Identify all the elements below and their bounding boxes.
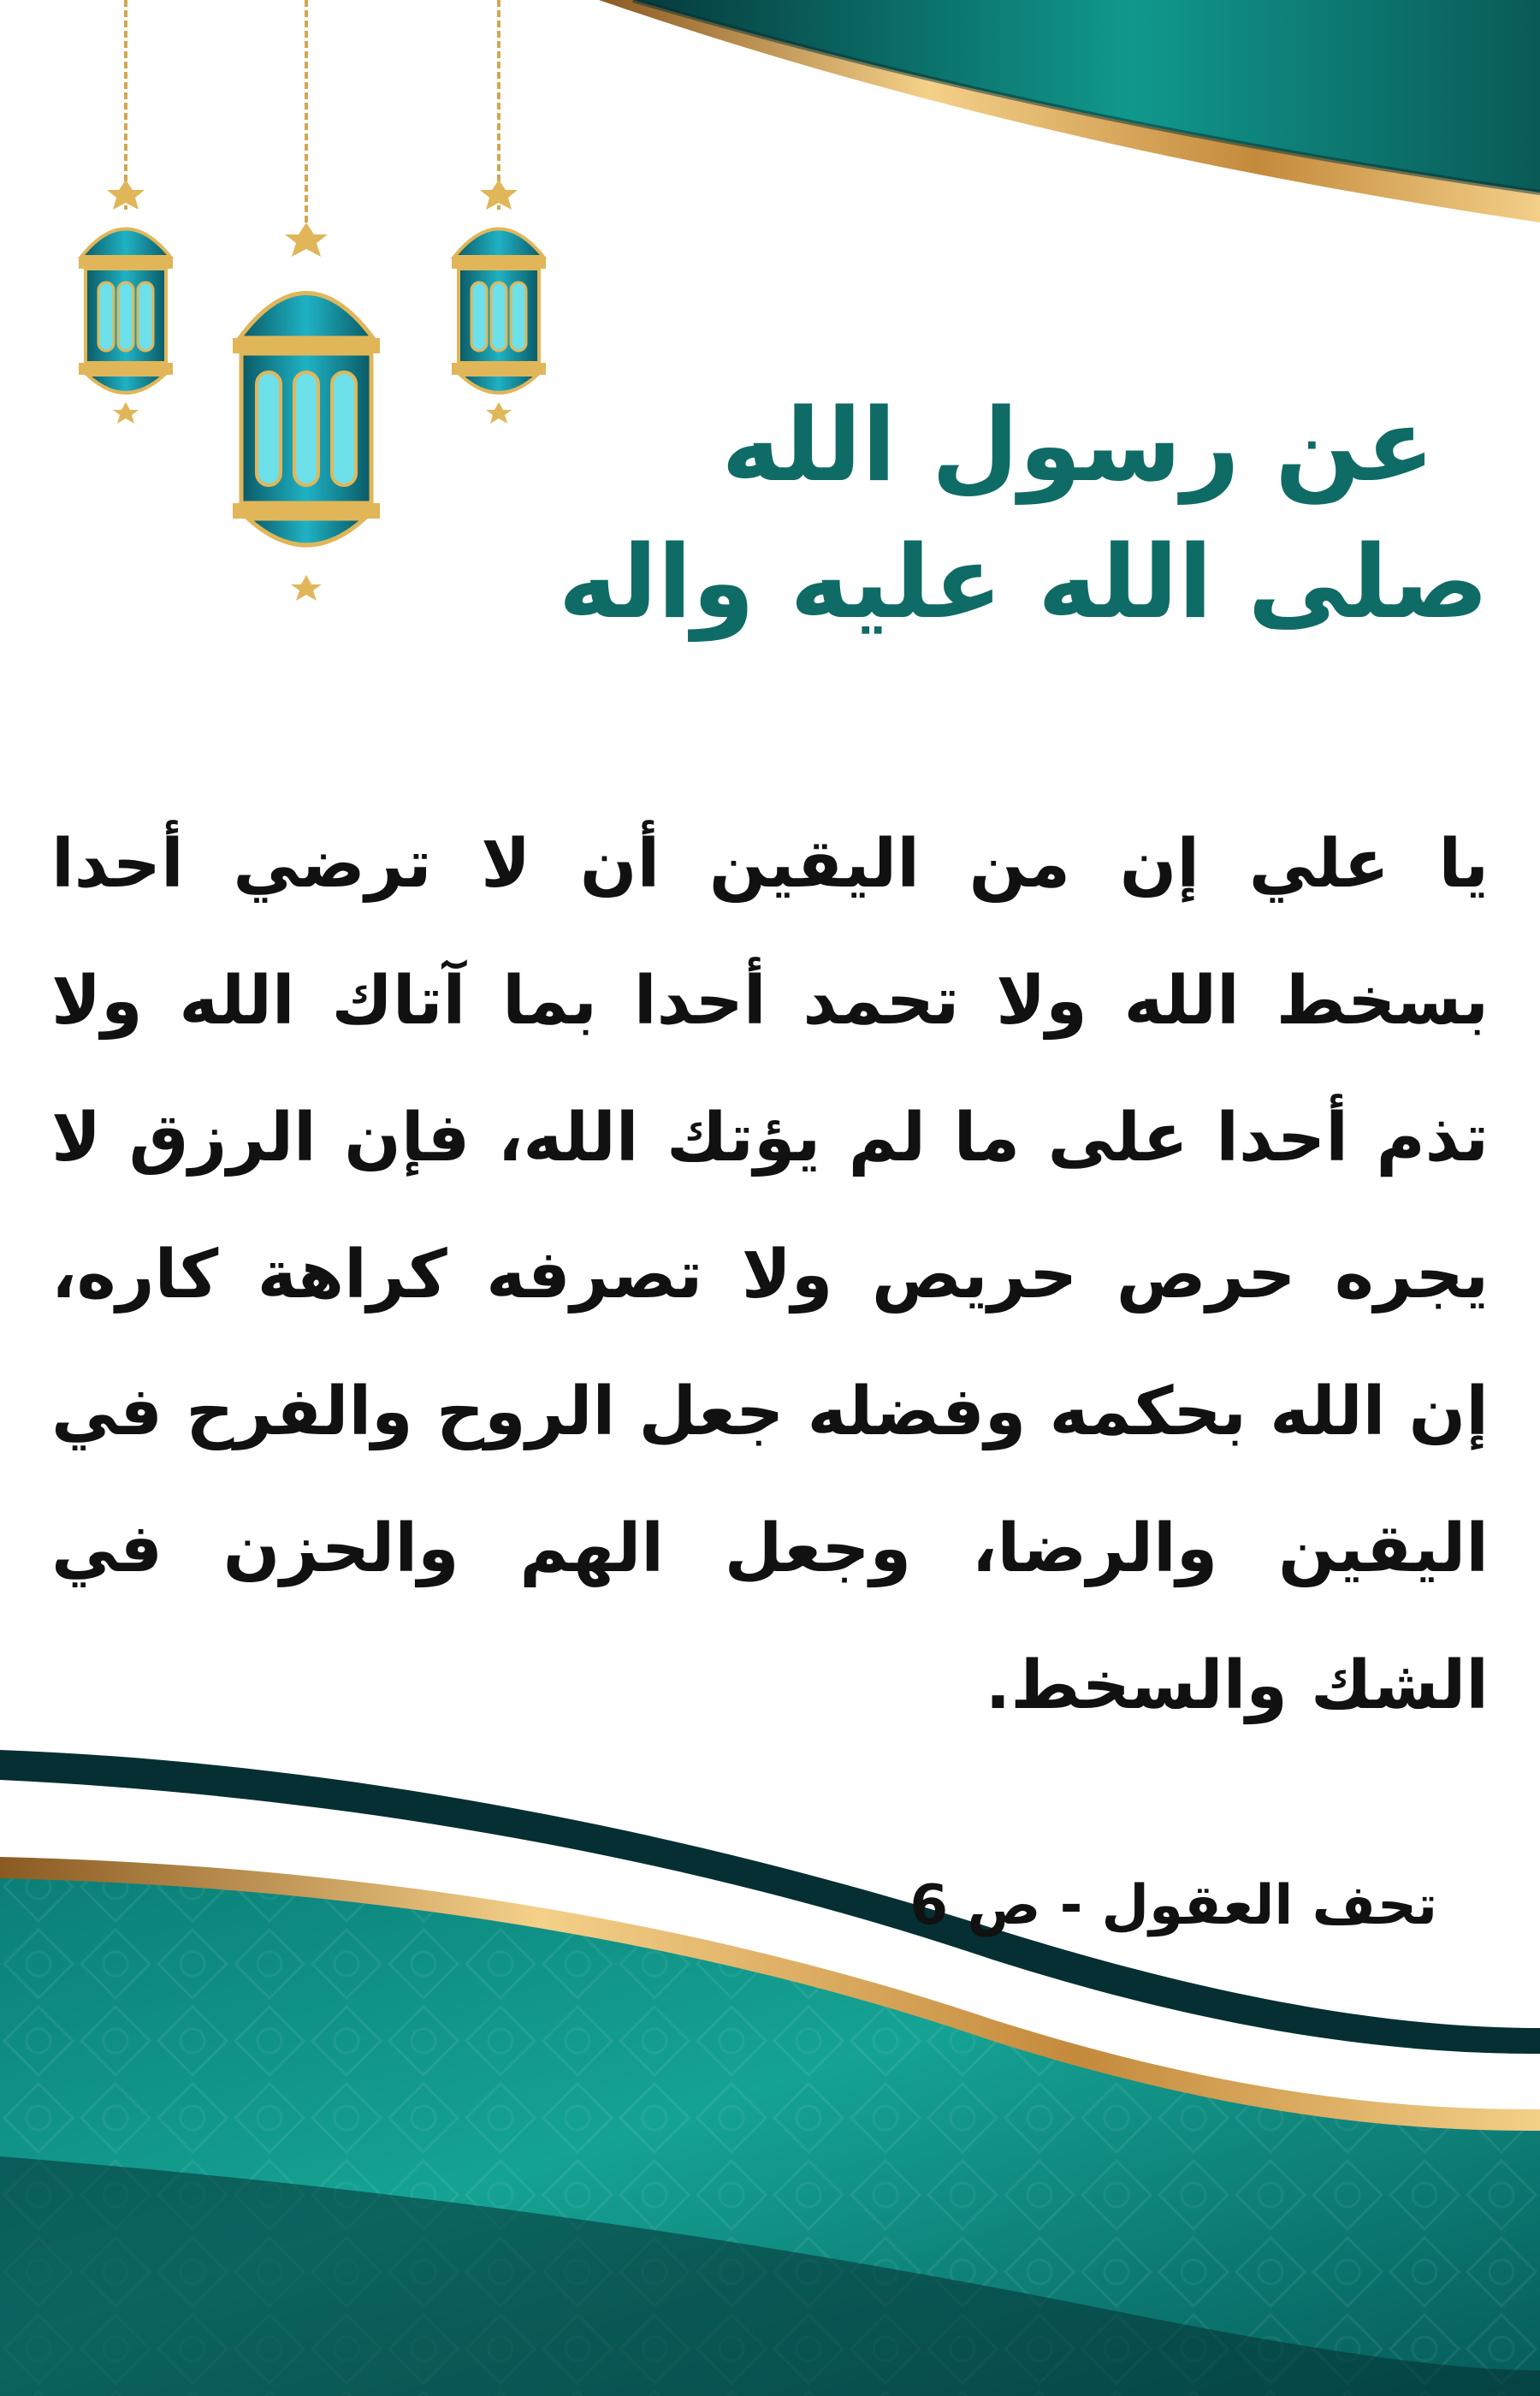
lantern-icon [233,0,380,601]
title-line-1: عن رسول الله [721,386,1435,504]
lantern-icon [452,0,546,424]
hadith-text: يا علي إن من اليقين أن لا ترضي أحدا بسخط الله ولا تحمد أحدا بما آتاك الله ولا تذم أحدا على ما لم يؤتك الله، فإن الرزق لا يجره حرص حريص ولا تصرفه كراهة كاره، إن الله بحكمه وفضله جعل الروح والفرح في اليقين والرضا، وجعل الهم والحزن في الشك والسخط. [51,826,1489,1724]
lantern-icon [79,0,173,424]
page-title [558,377,1489,650]
title-line-2: صلى الله عليه واله [558,523,1489,641]
source-citation: تحف العقول - ص 6 [909,1874,1437,1937]
